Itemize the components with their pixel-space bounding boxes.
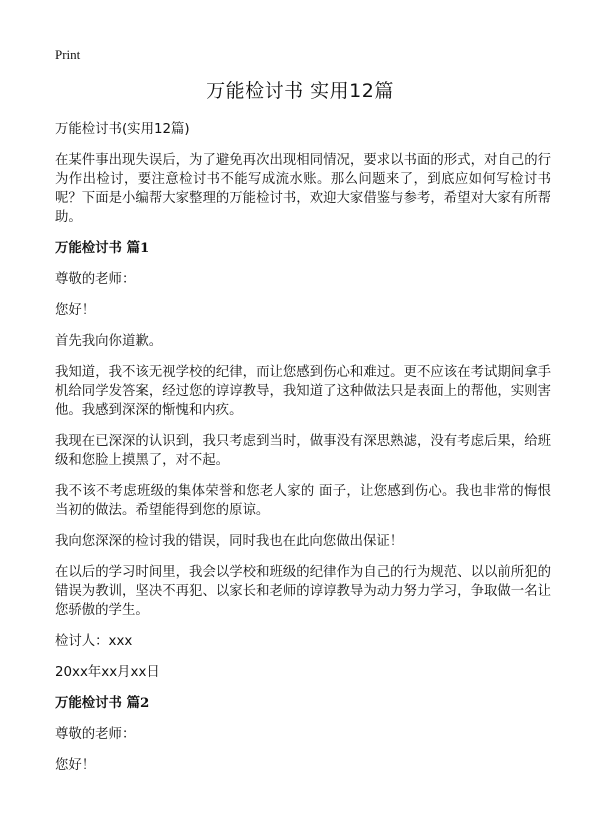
greeting: 您好！ xyxy=(55,303,96,318)
greeting: 您好！ xyxy=(55,758,96,773)
paragraph: 首先我向你道歉。 xyxy=(55,334,163,349)
section-heading-1: 万能检讨书 篇1 xyxy=(55,240,150,256)
document-body xyxy=(55,120,551,787)
paragraph: 在以后的学习时间里，我会以学校和班级的纪律作为自己的行为规范、以以前所犯的错误为教训，坚决不再犯、以家长和老师的谆谆教导为动力努力学习，争取做一名让您骄傲的学生。 xyxy=(55,565,551,618)
paragraph: 我向您深深的检讨我的错误，同时我也在此向您做出保证！ xyxy=(55,534,404,549)
salutation: 尊敬的老师： xyxy=(55,272,136,287)
paragraph: 我现在已深深的认识到，我只考虑到当时，做事没有深思熟滤，没有考虑后果，给班级和您脸上摸黑了，对不起。 xyxy=(55,434,551,468)
section-heading-2: 万能检讨书 篇2 xyxy=(55,695,150,711)
paragraph: 我知道，我不该无视学校的纪律，而让您感到伤心和难过。更不应该在考试期间拿手机给同学发答案，经过您的谆谆教导，我知道了这种做法只是表面上的帮他，实则害他。我感到深深的惭愧和内疚。 xyxy=(55,365,551,418)
document-subtitle: 万能检讨书(实用12篇) xyxy=(55,122,190,137)
print-label: Print xyxy=(55,47,81,62)
salutation: 尊敬的老师： xyxy=(55,727,136,742)
date-line: 20xx年xx月xx日 xyxy=(55,665,160,680)
intro-paragraph: 在某件事出现失误后，为了避免再次出现相同情况，要求以书面的形式，对自己的行为作出检讨，要注意检讨书不能写成流水账。那么问题来了，到底应如何写检讨书呢？下面是小编帮大家整理的万能检讨书，欢迎大家借鉴与参考，希望对大家有所帮助。 xyxy=(55,153,551,225)
page-title: 万能检讨书 实用12篇 xyxy=(206,80,394,102)
paragraph: 我不该不考虑班级的集体荣誉和您老人家的 面子，让您感到伤心。我也非常的悔恨当初的做法。希望能得到您的原谅。 xyxy=(55,484,551,518)
signer-line: 检讨人：xxx xyxy=(55,634,133,649)
